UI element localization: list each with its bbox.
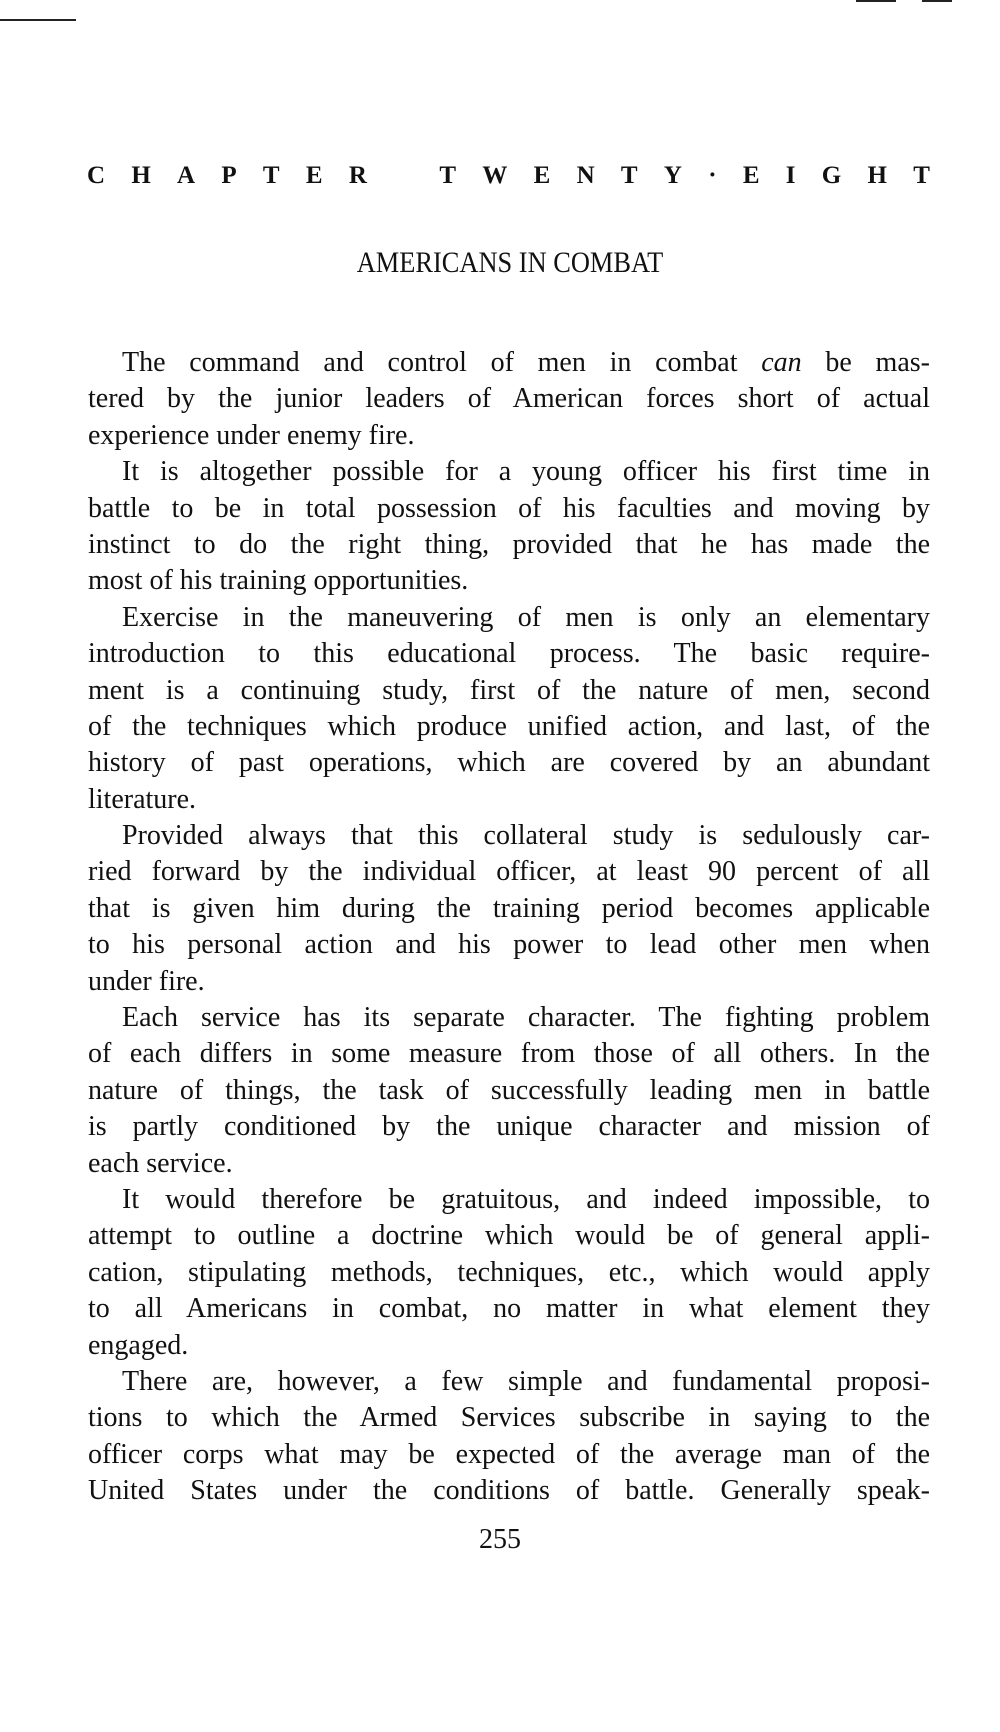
scan-edge-rule-top-right-1: [856, 0, 896, 2]
chapter-heading-letter: E: [533, 162, 551, 189]
text-line: tions to which the Armed Services subscribe in saying to the: [88, 1402, 930, 1434]
scan-edge-rule-top-right-2: [922, 0, 952, 2]
chapter-heading-letter: T: [262, 162, 280, 189]
text-line: ment is a continuing study, first of the nature of men, second: [88, 674, 930, 706]
text-line: United States under the conditions of battle. Generally speak-: [88, 1475, 930, 1507]
text-line: of the techniques which produce unified action, and last, of the: [88, 710, 930, 742]
chapter-heading-letter: ·: [708, 162, 717, 189]
text-line: It would therefore be gratuitous, and indeed impossible, to: [122, 1183, 930, 1215]
chapter-heading-letter: G: [821, 162, 842, 189]
text-line: history of past operations, which are covered by an abundant: [88, 747, 930, 779]
text-line: Exercise in the maneuvering of men is only an elementary: [122, 601, 930, 633]
text-line: nature of things, the task of successfully leading men in battle: [88, 1074, 930, 1106]
text-line: each service.: [88, 1147, 233, 1179]
text-segment: The command and control of men in combat: [122, 347, 762, 378]
text-line: tered by the junior leaders of American forces short of actual: [88, 383, 930, 415]
text-line: Each service has its separate character. The fighting problem: [122, 1002, 930, 1034]
text-line: that is given him during the training period becomes applicable: [88, 892, 930, 924]
chapter-heading-letter: N: [576, 162, 595, 189]
emphasis-text: can: [761, 347, 802, 378]
text-line: is partly conditioned by the unique character and mission of: [88, 1111, 930, 1143]
chapter-heading-letter: I: [785, 162, 796, 189]
chapter-heading-letter: P: [221, 162, 237, 189]
text-line: engaged.: [88, 1329, 189, 1361]
chapter-heading-letter: E: [305, 162, 323, 189]
chapter-heading-letter: T: [620, 162, 638, 189]
text-line: to his personal action and his power to lead other men when: [88, 929, 930, 961]
chapter-heading-letter: H: [131, 162, 151, 189]
text-line: introduction to this educational process. The basic require-: [88, 638, 930, 670]
chapter-heading-letter: H: [867, 162, 887, 189]
body-text: [88, 345, 930, 1510]
chapter-heading-letter: T: [439, 162, 457, 189]
text-line: of each differs in some measure from those of all others. In the: [88, 1038, 930, 1070]
text-line: battle to be in total possession of his faculties and moving by: [88, 492, 930, 524]
chapter-heading: [87, 162, 930, 190]
text-line: officer corps what may be expected of the average man of the: [88, 1438, 930, 1470]
chapter-heading-letter: T: [913, 162, 930, 189]
text-line: to all Americans in combat, no matter in what element they: [88, 1293, 930, 1325]
text-line: under fire.: [88, 965, 205, 997]
page-number: 255: [479, 1524, 521, 1555]
chapter-title: AMERICANS IN COMBAT: [356, 246, 664, 279]
text-line: attempt to outline a doctrine which would be of general appli-: [88, 1220, 930, 1252]
text-line: experience under enemy fire.: [88, 419, 415, 451]
scan-edge-rule-left: [0, 19, 76, 21]
text-line: instinct to do the right thing, provided that he has made the: [88, 528, 930, 560]
text-line: There are, however, a few simple and fundamental proposi-: [122, 1365, 930, 1397]
text-line: [88, 345, 930, 381]
text-line: cation, stipulating methods, techniques, etc., which would apply: [88, 1256, 930, 1288]
text-line: literature.: [88, 783, 197, 815]
text-line: Provided always that this collateral study is sedulously car-: [122, 820, 930, 852]
chapter-heading-letter: R: [348, 162, 367, 189]
text-segment: be mas-: [801, 347, 930, 378]
chapter-heading-letter: W: [482, 162, 508, 189]
text-line: most of his training opportunities.: [88, 565, 469, 597]
chapter-heading-letter: A: [177, 162, 196, 189]
chapter-heading-letter: Y: [663, 162, 682, 189]
chapter-heading-letter: [393, 162, 413, 190]
chapter-heading-letter: C: [87, 162, 106, 189]
text-line: ried forward by the individual officer, at least 90 percent of all: [88, 856, 930, 888]
chapter-heading-letter: E: [742, 162, 760, 189]
text-line: It is altogether possible for a young officer his first time in: [122, 456, 930, 488]
